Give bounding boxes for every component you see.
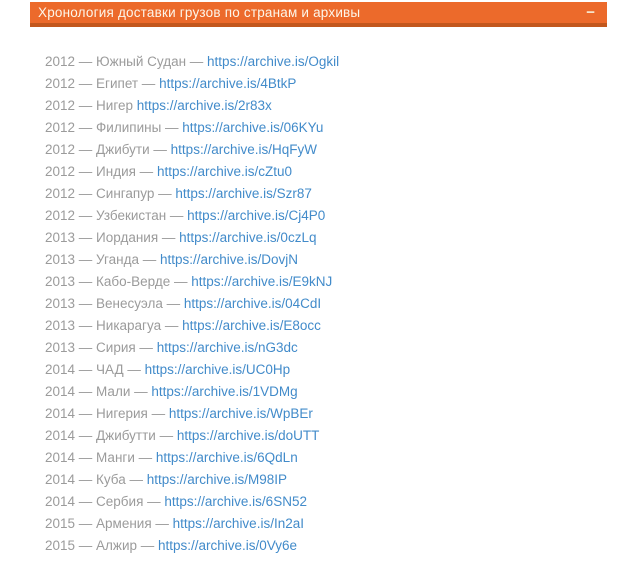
list-item — [45, 227, 620, 249]
entry-prefix: 2013 — Уганда — — [45, 252, 160, 267]
list-item — [45, 249, 620, 271]
archive-link[interactable]: https://archive.is/Szr87 — [175, 186, 312, 201]
entry-prefix: 2013 — Венесуэла — — [45, 296, 184, 311]
archive-link[interactable]: https://archive.is/06KYu — [182, 120, 324, 135]
list-item — [45, 469, 620, 491]
archive-link[interactable]: https://archive.is/6QdLn — [155, 450, 298, 465]
list-item — [45, 161, 620, 183]
list-item — [45, 271, 620, 293]
entry-prefix: 2012 — Филипины — — [45, 120, 183, 135]
list-item — [45, 425, 620, 447]
list-item — [45, 513, 620, 535]
entry-prefix: 2012 — Узбекистан — — [45, 208, 188, 223]
list-item — [45, 73, 620, 95]
entry-prefix: 2012 — Сингапур — — [45, 186, 176, 201]
entry-prefix: 2012 — Джибути — — [45, 142, 171, 157]
entry-prefix: 2013 — Кабо-Верде — — [45, 274, 192, 289]
entry-list — [45, 51, 620, 557]
entry-prefix: 2015 — Армения — — [45, 516, 173, 531]
list-item — [45, 117, 620, 139]
archive-link[interactable]: https://archive.is/DovjN — [159, 252, 299, 267]
list-item — [45, 491, 620, 513]
list-item — [45, 315, 620, 337]
archive-link[interactable]: https://archive.is/WpBEr — [168, 406, 313, 421]
list-item — [45, 447, 620, 469]
list-item — [45, 95, 620, 117]
list-item — [45, 359, 620, 381]
entry-prefix: 2013 — Никарагуа — — [45, 318, 183, 333]
archive-link[interactable]: https://archive.is/Ogkil — [207, 54, 340, 69]
entry-prefix: 2014 — Мали — — [45, 384, 152, 399]
entry-prefix: 2012 — Нигер — [45, 98, 137, 113]
archive-link[interactable]: https://archive.is/1VDMg — [151, 384, 298, 399]
list-item — [45, 535, 620, 557]
archive-link[interactable]: https://archive.is/E8occ — [182, 318, 321, 333]
archive-link[interactable]: https://archive.is/4BtkP — [159, 76, 297, 91]
archive-link[interactable]: https://archive.is/6SN52 — [164, 494, 307, 509]
collapse-minus-icon[interactable]: − — [586, 4, 595, 21]
list-item — [45, 205, 620, 227]
archive-link[interactable]: https://archive.is/04CdI — [183, 296, 322, 311]
entry-prefix: 2014 — Нигерия — — [45, 406, 169, 421]
entry-prefix: 2014 — Манги — — [45, 450, 156, 465]
archive-link[interactable]: https://archive.is/In2aI — [172, 516, 304, 531]
entry-prefix: 2012 — Индия — — [45, 164, 157, 179]
entry-prefix: 2014 — Сербия — — [45, 494, 165, 509]
panel-title: Хронология доставки грузов по странам и архивы — [38, 5, 361, 20]
archive-link[interactable]: https://archive.is/UC0Hp — [144, 362, 291, 377]
archive-link[interactable]: https://archive.is/nG3dc — [156, 340, 298, 355]
list-item — [45, 293, 620, 315]
list-item — [45, 381, 620, 403]
entry-prefix: 2014 — Джибутти — — [45, 428, 177, 443]
archive-link[interactable]: https://archive.is/cZtu0 — [156, 164, 292, 179]
entry-prefix: 2015 — Алжир — — [45, 538, 158, 553]
entry-prefix: 2014 — ЧАД — — [45, 362, 145, 377]
archive-link[interactable]: https://archive.is/0czLq — [179, 230, 317, 245]
list-item — [45, 403, 620, 425]
archive-link[interactable]: https://archive.is/Cj4P0 — [187, 208, 326, 223]
archive-link[interactable]: https://archive.is/HqFyW — [170, 142, 317, 157]
list-item — [45, 183, 620, 205]
entry-prefix: 2013 — Сирия — — [45, 340, 157, 355]
archive-link[interactable]: https://archive.is/E9kNJ — [191, 274, 333, 289]
list-item — [45, 337, 620, 359]
entry-prefix: 2013 — Иордания — — [45, 230, 180, 245]
entry-prefix: 2012 — Южный Судан — — [45, 54, 208, 69]
archive-link[interactable]: https://archive.is/2r83x — [136, 98, 272, 113]
panel-header[interactable] — [30, 2, 607, 27]
archive-link[interactable]: https://archive.is/M98IP — [146, 472, 288, 487]
entry-prefix: 2012 — Египет — — [45, 76, 160, 91]
list-item — [45, 51, 620, 73]
archive-link[interactable]: https://archive.is/0Vy6e — [158, 538, 298, 553]
archive-link[interactable]: https://archive.is/doUTT — [176, 428, 320, 443]
entry-prefix: 2014 — Куба — — [45, 472, 147, 487]
list-item — [45, 139, 620, 161]
